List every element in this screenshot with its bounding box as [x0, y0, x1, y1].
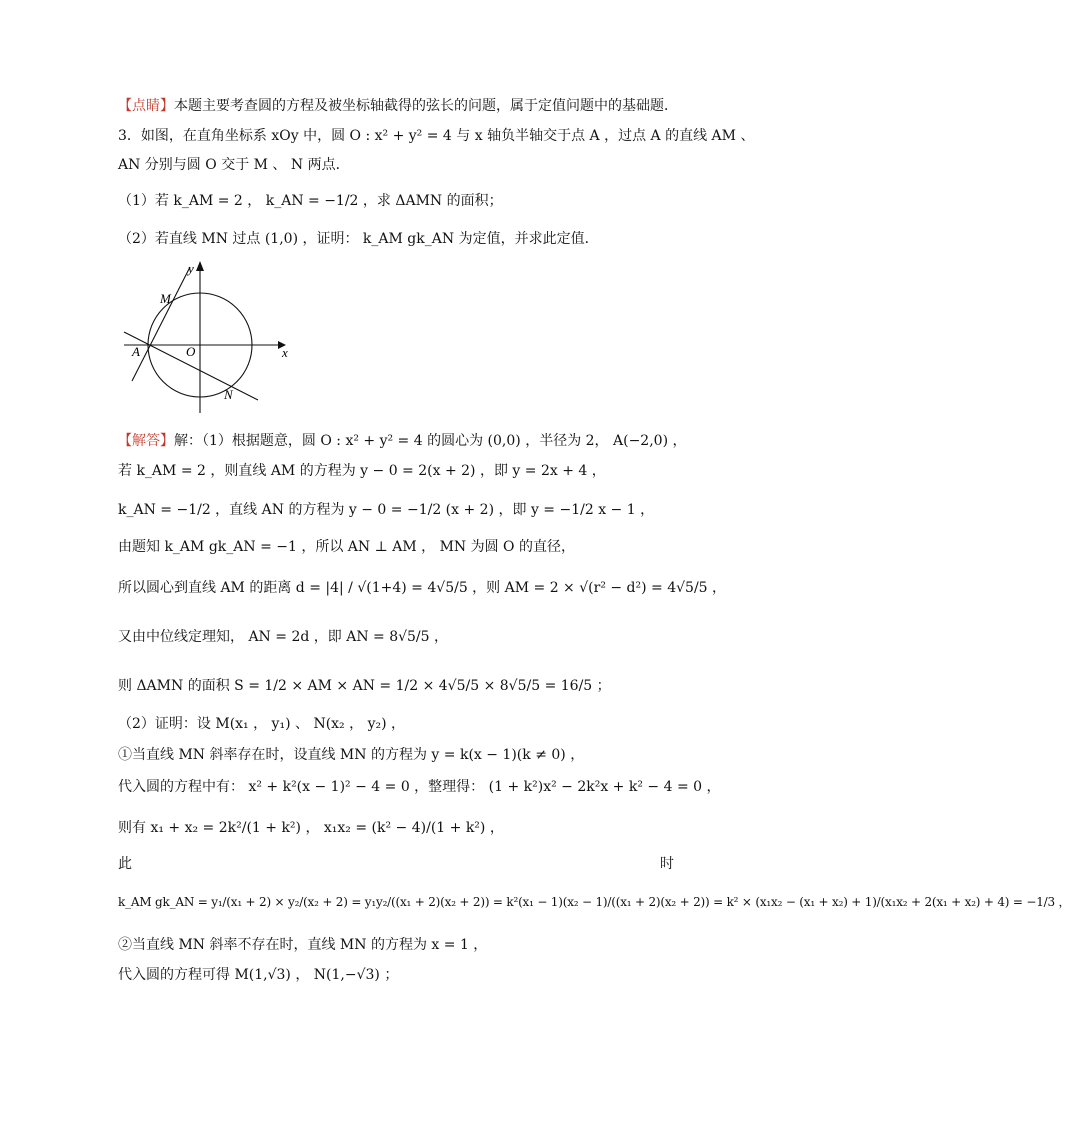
solution-line-11: 则有 x₁ + x₂ = 2k²/(1 + k²) ， x₁x₂ = (k² − 4)/(1 + k²) ，	[118, 820, 504, 836]
solution-line-3: k_AN = −1/2 ，直线 AN 的方程为 y − 0 = −1/2 (x + 2) ，即 y = −1/2 x − 1 ，	[118, 502, 655, 518]
label-n: N	[224, 387, 233, 402]
solution-line-14: ②当直线 MN 斜率不存在时，直线 MN 的方程为 x = 1 ，	[118, 937, 488, 953]
label-x: x	[282, 345, 288, 360]
solution-line-9: ①当直线 MN 斜率存在时，设直线 MN 的方程为 y = k(x − 1)(k ≠ 0) ，	[118, 747, 585, 763]
solution-line-12a: 此	[118, 856, 132, 872]
solution-line-6: 又由中位线定理知， AN = 2d ，即 AN = 8√5/5 ，	[118, 629, 449, 645]
line-am	[132, 267, 190, 381]
solution-line-4: 由题知 k_AM gk_AN = −1 ，所以 AN ⊥ AM ， MN 为圆 O 的直径，	[118, 539, 575, 555]
label-o: O	[186, 344, 196, 359]
solution-line-1: 【解答】解：（1）根据题意，圆 O : x² + y² = 4 的圆心为 (0,0) ，半径为 2， A(−2,0) ，	[118, 433, 687, 449]
line-an	[124, 332, 258, 400]
tag-dianjing: 【点睛】	[118, 98, 174, 114]
solution-line-13: k_AM gk_AN = y₁/(x₁ + 2) × y₂/(x₂ + 2) = y₁y₂/((x₁ + 2)(x₂ + 2)) = k²(x₁ − 1)(x₂ − 1)/((x₁ + 2)(x₂ + 2)) = k² × (x₁x₂ − (x₁ + x₂) + 1)/(x₁x₂ + 2(x₁ + x₂) + 4) = −1/3 ，	[118, 895, 1070, 909]
problem-line-2: AN 分别与圆 O 交于 M 、 N 两点．	[118, 157, 350, 173]
solution-line-2: 若 k_AM = 2 ，则直线 AM 的方程为 y − 0 = 2(x + 2) ，即 y = 2x + 4 ，	[118, 463, 606, 479]
solution-line-5: 所以圆心到直线 AM 的距离 d = |4| / √(1+4) = 4√5/5 ，则 AM = 2 × √(r² − d²) = 4√5/5 ，	[118, 580, 727, 596]
solution-line-8: （2）证明：设 M(x₁ ， y₁) 、 N(x₂ ， y₂) ，	[118, 716, 405, 732]
tag-jieda: 【解答】	[118, 433, 174, 449]
circle-figure	[118, 255, 308, 415]
question-2: （2）若直线 MN 过点 (1,0) ，证明： k_AM gk_AN 为定值，并求此定值．	[118, 231, 599, 247]
label-a: A	[132, 344, 140, 359]
y-axis-arrow	[196, 261, 204, 271]
label-y: y	[188, 261, 194, 276]
solution-line-12b: 时	[660, 856, 674, 872]
solution-line-15: 代入圆的方程可得 M(1,√3) ， N(1,−√3) ；	[118, 967, 399, 983]
problem-line-1: 3．如图，在直角坐标系 xOy 中，圆 O : x² + y² = 4 与 x 轴负半轴交于点 A ，过点 A 的直线 AM 、	[118, 128, 755, 144]
label-m: M	[160, 291, 171, 306]
question-1: （1）若 k_AM = 2 ， k_AN = −1/2 ，求 ΔAMN 的面积；	[118, 193, 503, 209]
solution-line-7: 则 ΔAMN 的面积 S = 1/2 × AM × AN = 1/2 × 4√5/5 × 8√5/5 = 16/5 ；	[118, 678, 611, 694]
solution-line-10: 代入圆的方程中有： x² + k²(x − 1)² − 4 = 0 ，整理得： (1 + k²)x² − 2k²x + k² − 4 = 0 ，	[118, 779, 721, 795]
line-dianjing: 【点睛】本题主要考查圆的方程及被坐标轴截得的弦长的问题，属于定值问题中的基础题．	[118, 98, 678, 114]
